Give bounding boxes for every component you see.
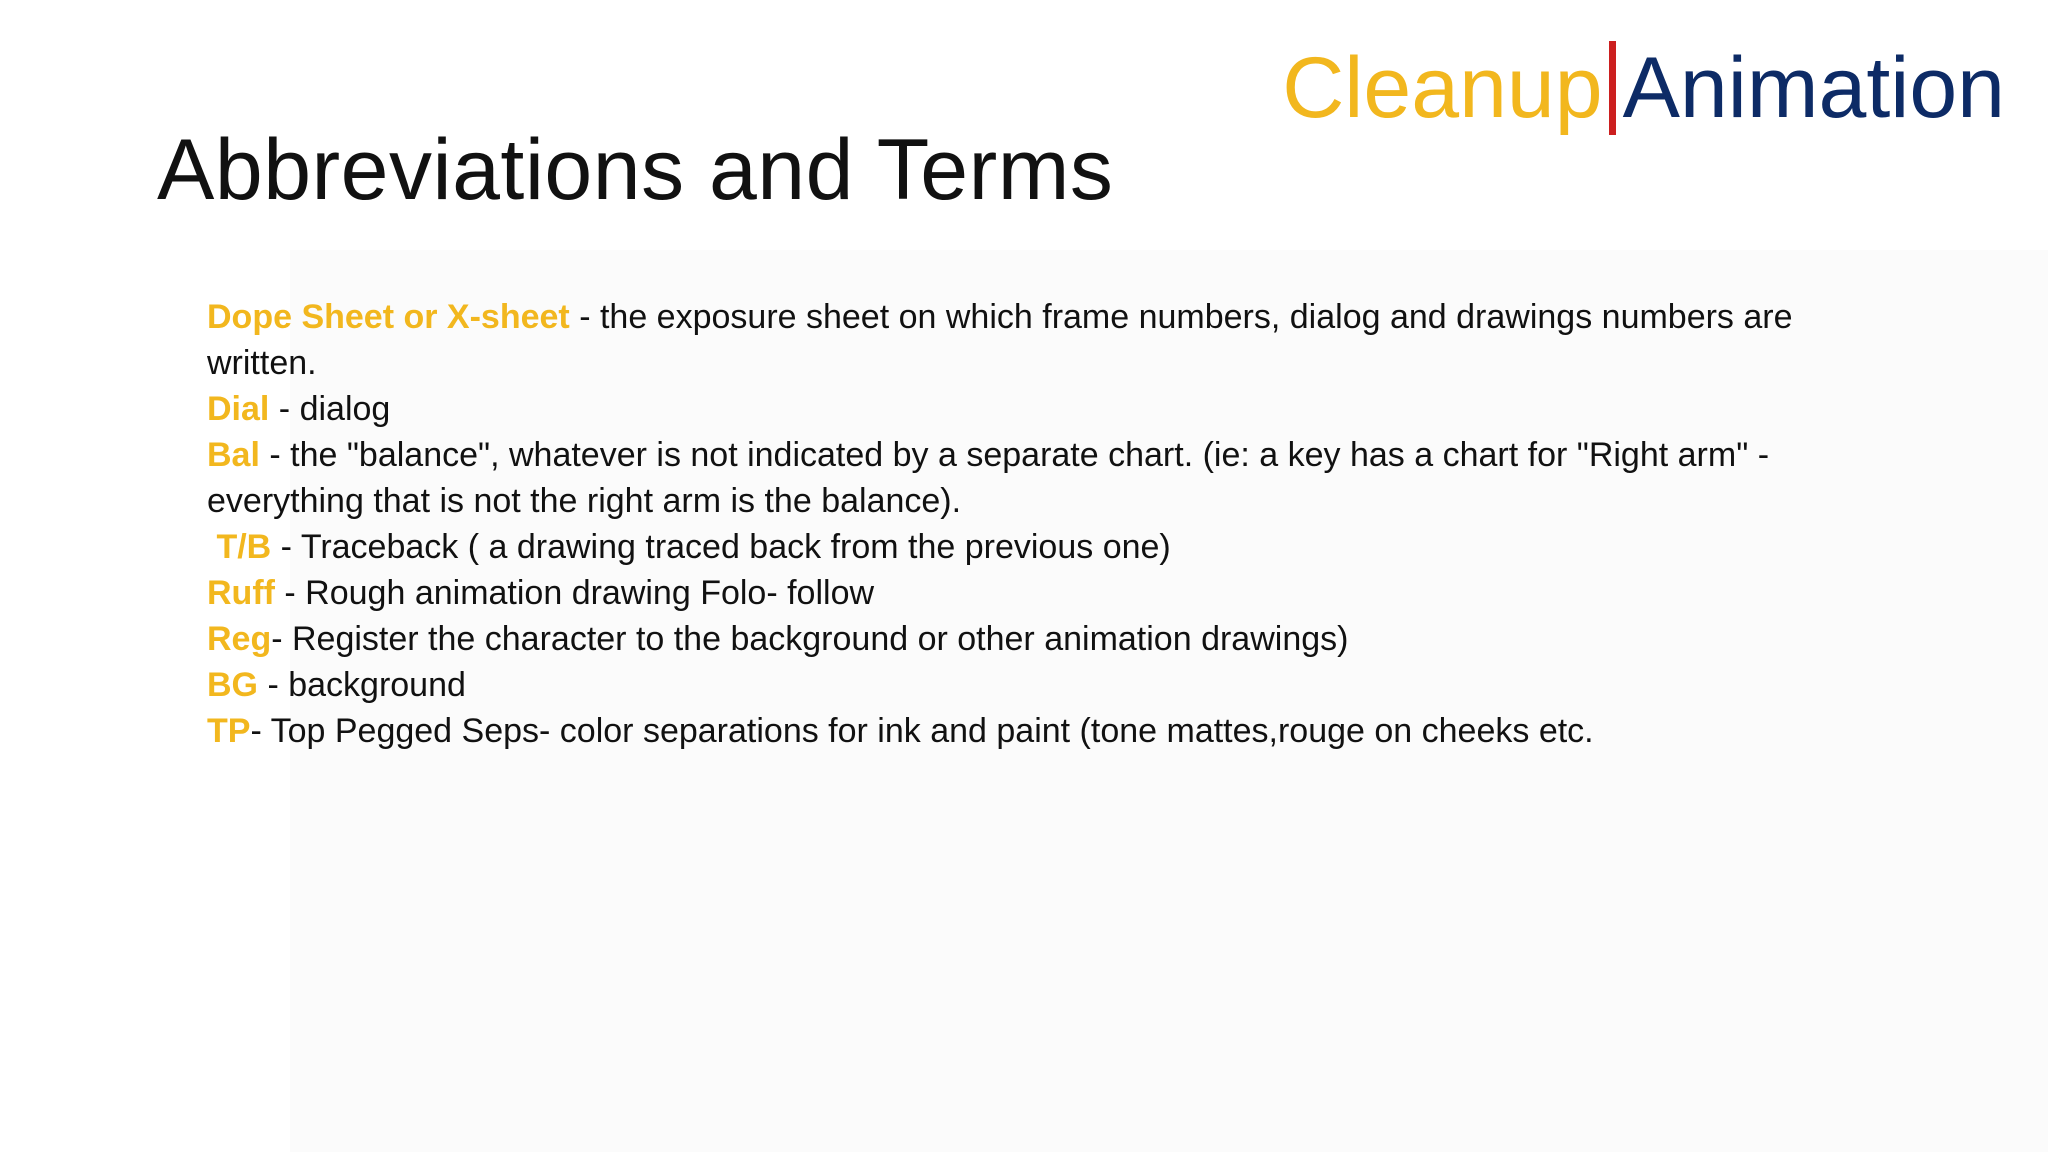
term-label: Ruff: [207, 574, 275, 612]
term-item: [207, 432, 1827, 524]
logo-separator: [1609, 41, 1616, 135]
term-description: - the "balance", whatever is not indicated by a separate chart. (ie: a key has a chart for "Right arm" - everything that is not the right arm is the balance).: [207, 436, 1770, 520]
term-description: - Rough animation drawing Folo- follow: [274, 574, 875, 612]
term-description: - the exposure sheet on which frame numbers, dialog and drawings numbers are written.: [207, 298, 1793, 382]
terms-list: [207, 294, 1827, 754]
term-label: Reg: [207, 620, 272, 658]
term-item: [207, 662, 1827, 708]
term-item: [207, 294, 1827, 386]
term-item: [207, 524, 1827, 570]
logo-animation-text: Animation: [1622, 40, 2005, 136]
term-item: [207, 386, 1827, 432]
term-description: - background: [258, 666, 466, 704]
term-label: BG: [207, 666, 258, 704]
term-description: - Traceback ( a drawing traced back from the previous one): [271, 528, 1171, 566]
logo: [1282, 38, 2005, 138]
term-label: Bal: [207, 436, 260, 474]
term-item: [207, 708, 1827, 754]
term-label: Dope Sheet or X-sheet: [207, 298, 570, 336]
term-description: - Top Pegged Seps- color separations for ink and paint (tone mattes,rouge on cheeks etc.: [250, 712, 1594, 750]
term-description: - dialog: [269, 390, 391, 428]
logo-cleanup-text: Cleanup: [1282, 40, 1603, 136]
term-label: T/B: [207, 528, 272, 566]
term-label: Dial: [207, 390, 270, 428]
term-item: [207, 616, 1827, 662]
term-description: - Register the character to the background or other animation drawings): [271, 620, 1349, 658]
term-item: [207, 570, 1827, 616]
page-title: Abbreviations and Terms: [157, 122, 1114, 218]
term-label: TP: [207, 712, 251, 750]
